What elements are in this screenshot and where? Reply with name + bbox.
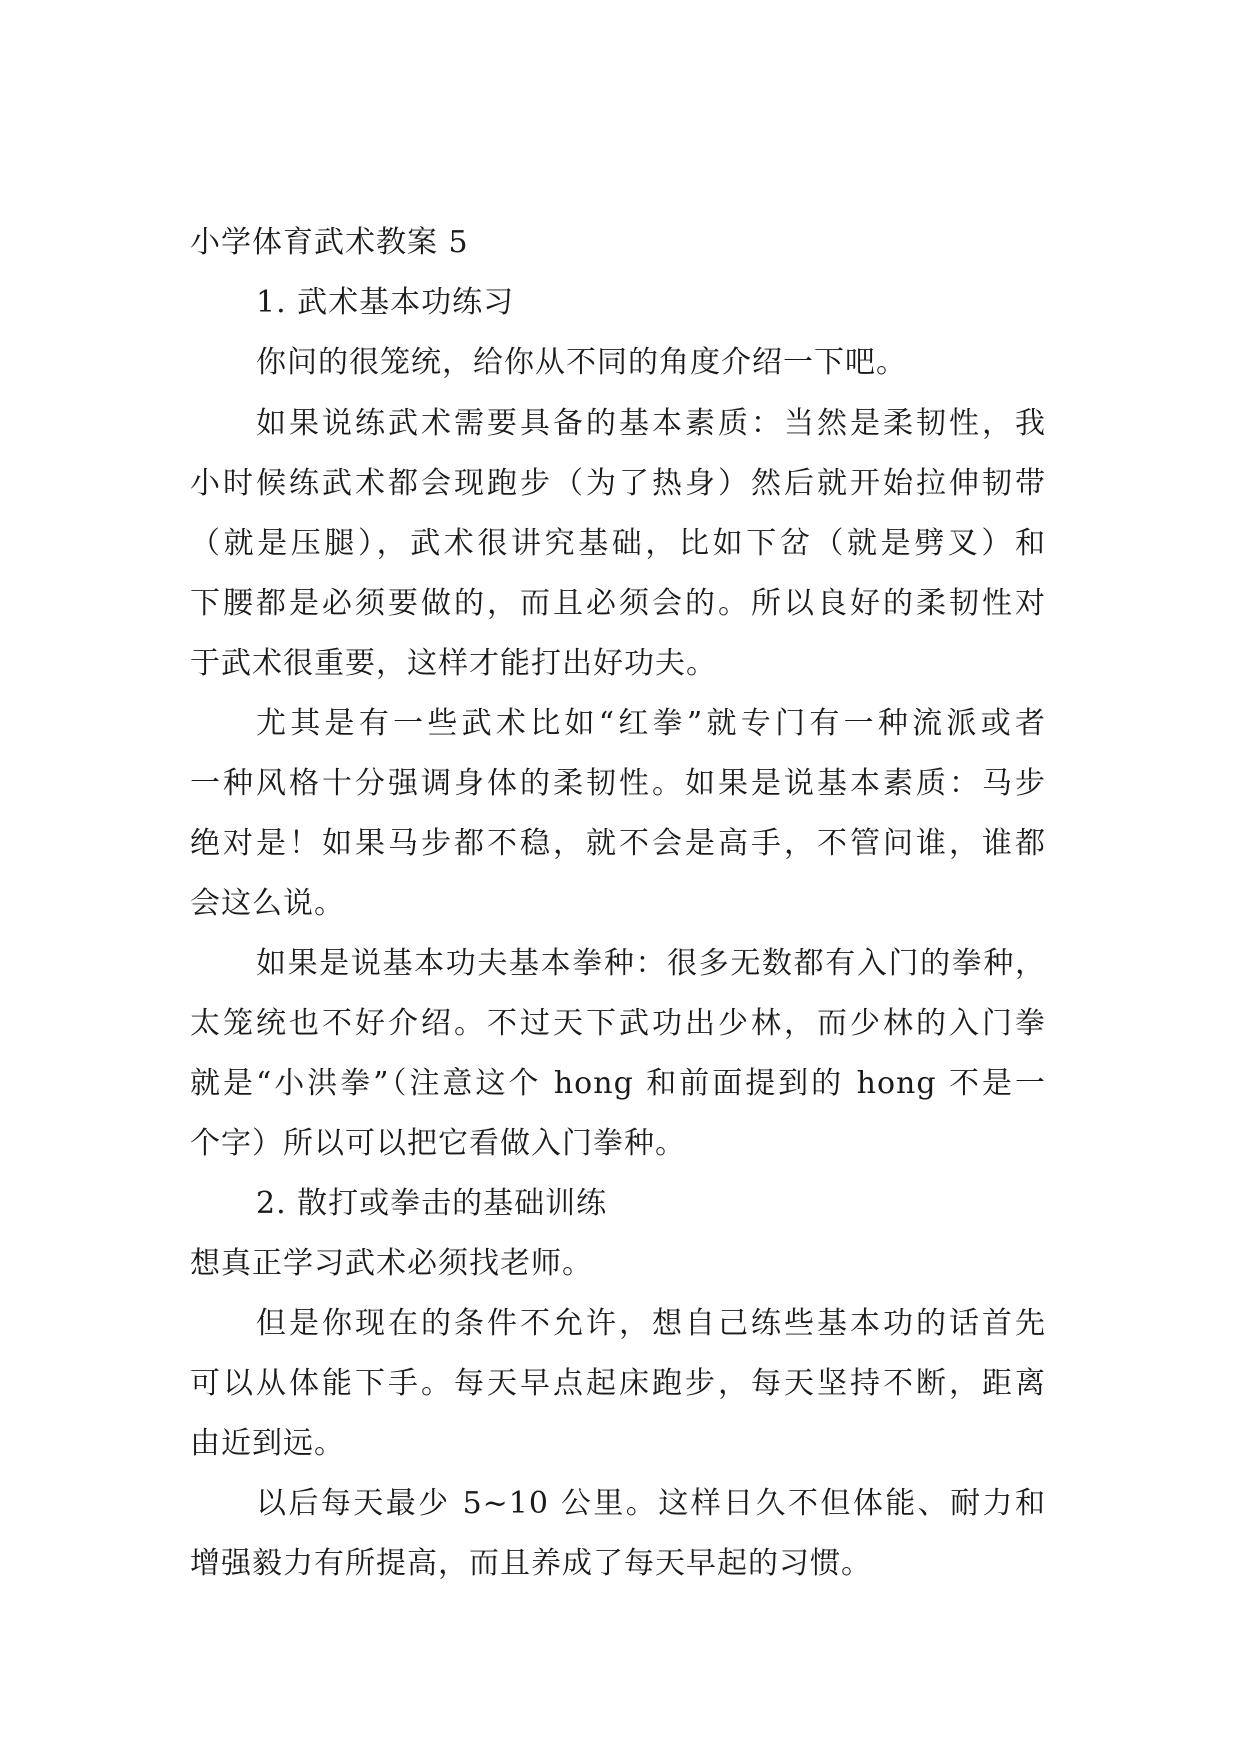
paragraph-line: 绝对是！如果马步都不稳，就不会是高手，不管问谁，谁都 <box>190 826 1046 861</box>
paragraph-line: 小时候练武术都会现跑步（为了热身）然后就开始拉伸韧带 <box>190 466 1046 501</box>
paragraph-line: 会这么说。 <box>190 886 345 921</box>
paragraph-line: 增强毅力有所提高，而且养成了每天早起的习惯。 <box>190 1546 872 1581</box>
paragraph-line: 太笼统也不好介绍。不过天下武功出少林，而少林的入门拳 <box>190 1006 1046 1041</box>
paragraph-line: 下腰都是必须要做的，而且必须会的。所以良好的柔韧性对 <box>190 586 1046 621</box>
paragraph-line: 但是你现在的条件不允许，想自己练些基本功的话首先 <box>256 1306 1046 1341</box>
paragraph-line: 个字）所以可以把它看做入门拳种。 <box>190 1126 686 1161</box>
paragraph-line: 由近到远。 <box>190 1426 345 1461</box>
paragraph-line: 以后每天最少 5~10 公里。这样日久不但体能、耐力和 <box>256 1486 1046 1521</box>
paragraph-line: 可以从体能下手。每天早点起床跑步，每天坚持不断，距离 <box>190 1366 1046 1401</box>
paragraph-line: 尤其是有一些武术比如“红拳”就专门有一种流派或者 <box>256 706 1046 741</box>
paragraph-line: 一种风格十分强调身体的柔韧性。如果是说基本素质：马步 <box>190 766 1046 801</box>
paragraph-line: 于武术很重要，这样才能打出好功夫。 <box>190 646 717 681</box>
section-heading: 1. 武术基本功练习 <box>256 285 515 320</box>
paragraph-line: 如果说练武术需要具备的基本素质：当然是柔韧性，我 <box>256 406 1046 441</box>
section-heading: 2. 散打或拳击的基础训练 <box>256 1186 608 1221</box>
paragraph-line: 如果是说基本功夫基本拳种：很多无数都有入门的拳种， <box>256 946 1046 981</box>
paragraph-line: 想真正学习武术必须找老师。 <box>190 1246 593 1281</box>
paragraph-line: 你问的很笼统，给你从不同的角度介绍一下吧。 <box>256 345 907 380</box>
paragraph-line: 就是“小洪拳”（注意这个 hong 和前面提到的 hong 不是一 <box>190 1066 1046 1101</box>
document-title: 小学体育武术教案 5 <box>190 225 469 260</box>
paragraph-line: （就是压腿），武术很讲究基础，比如下岔（就是劈叉）和 <box>190 526 1046 561</box>
